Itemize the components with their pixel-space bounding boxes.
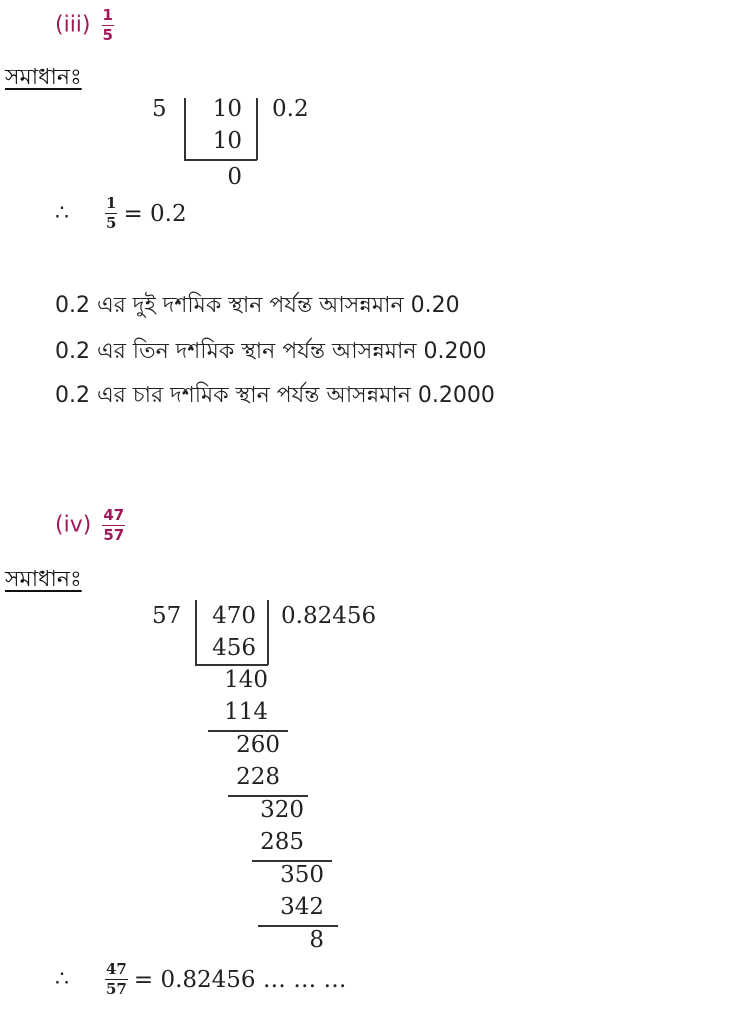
problem-iii-fraction [102,8,114,43]
problem-iii-number: (iii) [55,12,91,38]
division-step: 350 [280,862,324,888]
division-right-bar [256,98,258,160]
therefore-symbol: ∴ [55,201,69,226]
division-step: 228 [236,764,280,790]
divisor: 5 [152,96,167,122]
fraction-numerator: 1 [106,194,117,212]
division-step: 342 [280,894,324,920]
problem-iv-label [55,508,125,543]
fraction-denominator: 5 [102,26,113,44]
rounding-line: 0.2 এর তিন দশমিক স্থান পর্যন্ত আসন্নমান 0.200 [55,339,487,364]
division-remainder: 8 [309,927,324,953]
fraction-denominator: 5 [106,214,117,232]
quotient: 0.82456 [281,603,377,629]
fraction-numerator: 1 [102,6,113,24]
division-right-bar [267,600,269,665]
dividend: 10 [212,96,242,122]
divisor: 57 [152,603,182,629]
result-value: = 0.82456 … … … [133,966,347,993]
problem-iv-solution-heading: সমাধানঃ [5,567,82,592]
problem-iii-result [55,196,187,231]
problem-iv-result [55,962,347,997]
division-underline [195,664,268,666]
division-step: 320 [260,797,304,823]
division-underline [184,159,257,161]
division-step: 260 [236,732,280,758]
result-fraction [105,962,128,997]
division-step: 140 [224,667,268,693]
dividend: 470 [212,603,256,629]
rounding-line: 0.2 এর দুই দশমিক স্থান পর্যন্ত আসন্নমান 0.20 [55,293,460,318]
therefore-symbol: ∴ [55,967,69,992]
fraction-denominator: 57 [106,980,127,998]
division-left-bar [184,98,186,160]
fraction-numerator: 47 [103,506,125,524]
division-step: 114 [224,699,268,725]
problem-iii-label [55,8,114,43]
division-remainder: 0 [227,164,242,190]
fraction-denominator: 57 [103,526,125,544]
rounding-line: 0.2 এর চার দশমিক স্থান পর্যন্ত আসন্নমান 0.2000 [55,383,495,408]
division-step: 10 [212,128,242,154]
quotient: 0.2 [272,96,309,122]
division-step: 285 [260,829,304,855]
problem-iii-solution-heading: সমাধানঃ [5,65,82,90]
problem-iv-number: (iv) [55,512,92,538]
division-step: 456 [212,635,256,661]
problem-iv-fraction [102,508,125,543]
result-value: = 0.2 [123,200,187,227]
result-fraction [105,196,117,231]
division-left-bar [195,600,197,665]
fraction-numerator: 47 [106,960,127,978]
